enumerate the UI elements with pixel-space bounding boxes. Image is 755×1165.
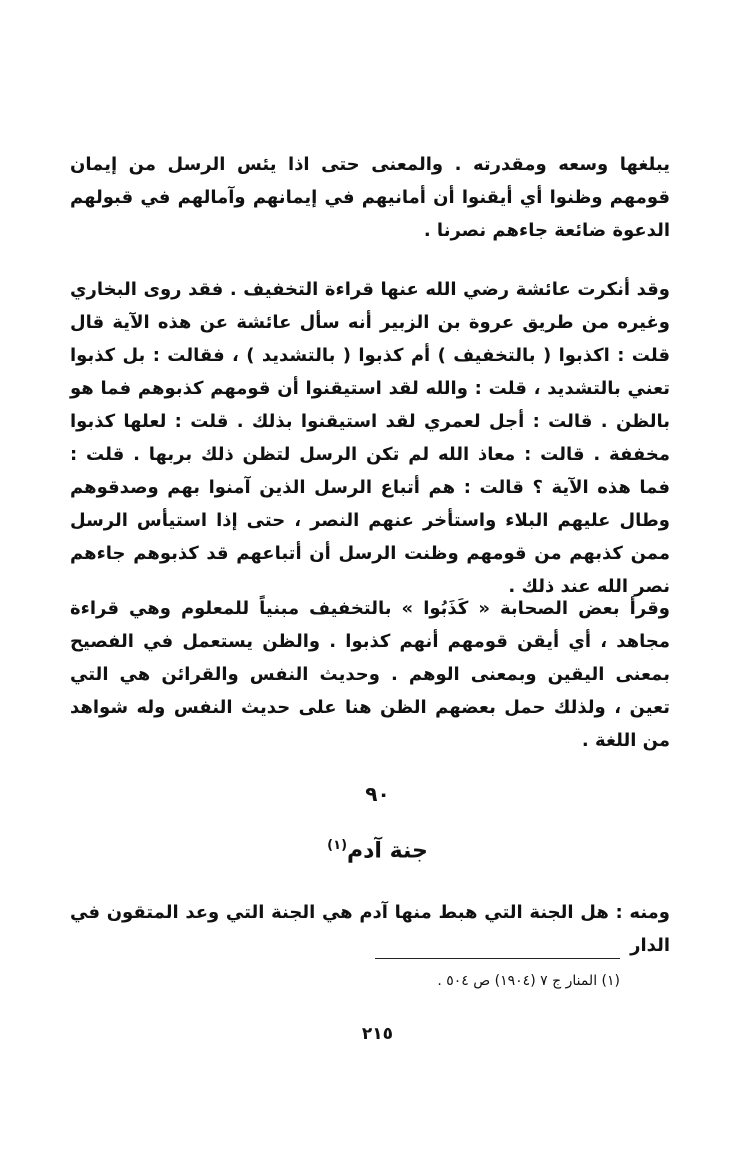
paragraph: ومنه : هل الجنة التي هبط منها آدم هي الجنة التي وعد المتقون في الدار [70,902,670,956]
footnote: (١) المنار ج ٧ (١٩٠٤) ص ٥٠٤ . [437,973,620,989]
section-title [0,838,755,863]
page-number: ٢١٥ [361,1024,394,1044]
section-number: ٩٠ [365,782,390,806]
footnote-reference: (١) [327,838,348,853]
section-title-text: جنة آدم [347,838,428,864]
footnote-divider [375,958,620,959]
paragraph: وقد أنكرت عائشة رضي الله عنها قراءة التخفيف . فقد روى البخاري وغيره من طريق عروة بن الزبير أنه سأل عائشة عن هذه الآية قال قلت : اكذبوا ( بالتخفيف ) أم كذبوا ( بالتشديد ) ، فقالت : بل كذبوا تعني بالتشديد ، قلت : والله لقد استيقنوا أن قومهم كذبوهم فما هو بالظن . قالت : أجل لعمري لقد استيقنوا بذلك . قلت : لعلها كذبوا مخففة . قالت : معاذ الله لم تكن الرسل لتظن ذلك بربها . قلت : فما هذه الآية ؟ قالت : هم أتباع الرسل الذين آمنوا بهم وصدقوهم وطال عليهم البلاء واستأخر عنهم النصر ، حتى إذا استيأس الرسل ممن كذبهم من قومهم وظنت الرسل أن أتباعهم قد كذبوهم جاءهم نصر الله عند ذلك . [70,279,670,597]
paragraph: يبلغها وسعه ومقدرته . والمعنى حتى اذا يئس الرسل من إيمان قومهم وظنوا أي أيقنوا أن أمانيهم في إيمانهم وآمالهم في قبولهم الدعوة ضائعة جاءهم نصرنا . [70,154,670,241]
paragraph: وقرأ بعض الصحابة « كَذَبُوا » بالتخفيف مبنياً للمعلوم وهي قراءة مجاهد ، أي أيقن قومهم أنهم كذبوا . والظن يستعمل في الفصيح بمعنى اليقين وبمعنى الوهم . وحديث النفس والقرائن هي التي تعين ، ولذلك حمل بعضهم الظن هنا على حديث النفس وله شواهد من اللغة . [70,598,670,751]
